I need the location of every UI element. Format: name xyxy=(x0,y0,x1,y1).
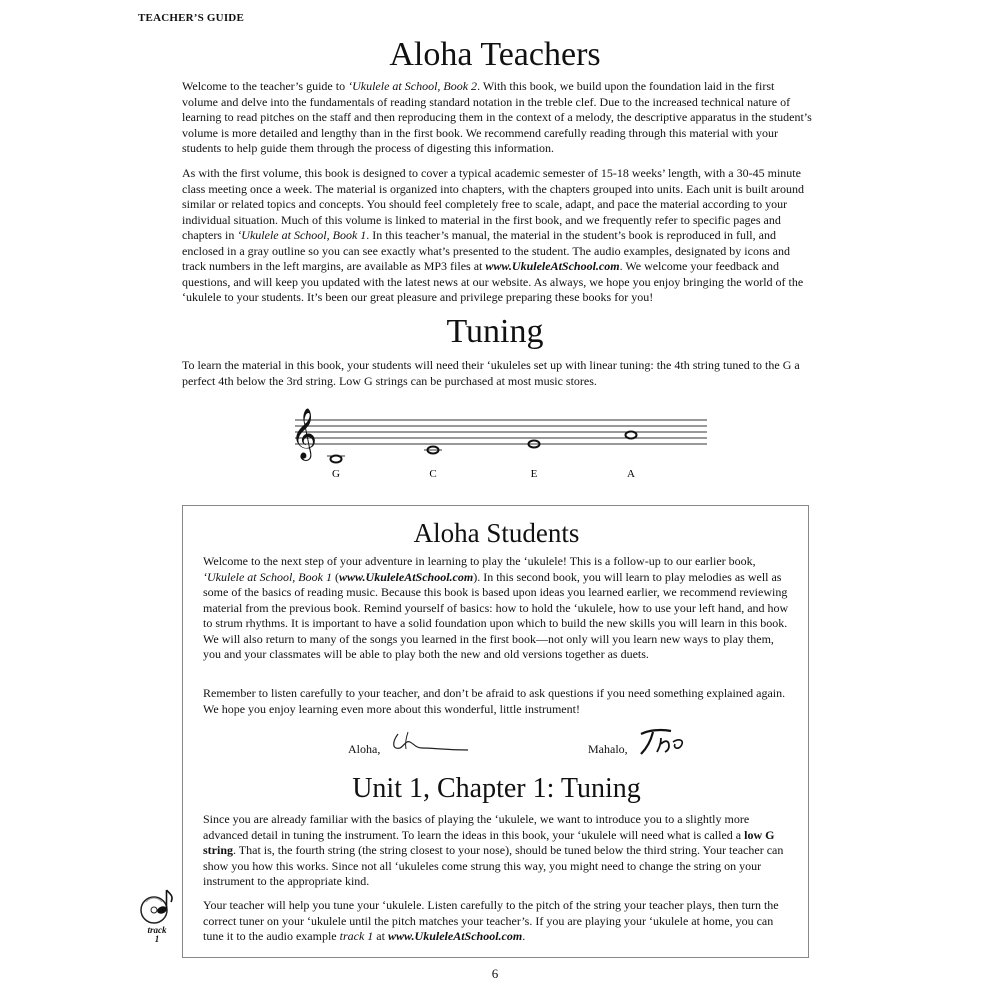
note-label-a: A xyxy=(627,468,635,480)
note-label-e: E xyxy=(530,468,538,480)
website-link[interactable]: www.UkuleleAtSchool.com xyxy=(485,259,620,273)
signature-2 xyxy=(635,726,691,756)
note-label-g: G xyxy=(332,468,340,480)
chapter-title: Unit 1, Chapter 1: Tuning xyxy=(352,773,641,804)
page-number: 6 xyxy=(491,966,499,981)
students-paragraph-4: Your teacher will help you tune your ‘ukulele. Listen carefully to the pitch of the string your teacher plays, then turn the correct tuner on your ‘ukulele until the pitch matches your teacher’s. If you are playing your ‘ukulele at home, you can tune it to the audio example track 1 at www.UkuleleAtSchool.com. xyxy=(203,898,779,943)
tuning-title: Tuning xyxy=(446,313,544,350)
tuning-paragraph: To learn the material in this book, your students will need their ‘ukuleles set up with linear tuning: the 4th string tuned to the G a perfect 4th below the 3rd string. Low G strings can be purchased at most music stores. xyxy=(182,358,800,388)
staff-notation xyxy=(285,408,715,488)
book-title: ‘Ukulele at School, Book 1 xyxy=(237,228,367,242)
treble-clef-icon: 𝄞 xyxy=(291,408,318,459)
website-link[interactable]: www.UkuleleAtSchool.com xyxy=(338,569,474,584)
running-header: TEACHER’S GUIDE xyxy=(138,12,244,24)
track-reference: track 1 xyxy=(339,929,374,943)
note-label-c: C xyxy=(429,468,437,480)
signature-1 xyxy=(388,728,470,756)
teachers-paragraph-2: As with the first volume, this book is designed to cover a typical academic semester of 15-18 weeks’ length, with a 30-45 minute class meeting once a week. The material is organized into chapters, with the chapters grouped into units. Each unit is built around similar or related topics and concepts. You should feel completely free to scale, adapt, and pace the material according to your individual situation. Much of this volume is linked to material in the first book, and we frequently refer to specific pages and chapters in ‘Ukulele at School, Book 1. In this teacher’s manual, the material in the student’s book is reproduced in full, and enclosed in a gray outline so you can see exactly what’s presented to the student. The audio examples, designated by icons and track numbers in the left margins, are available as MP3 files at www.UkuleleAtSchool.com. We welcome your feedback and questions, and will keep you updated with the latest news at our website. As always, we hope you enjoy bringing the world of the ‘ukulele to your students. It’s been our great pleasure and privilege preparing these books for you! xyxy=(182,166,805,304)
tuning-staff xyxy=(285,408,715,488)
sign-aloha: Aloha, xyxy=(348,742,381,756)
aloha-teachers-title: Aloha Teachers xyxy=(389,36,601,73)
sign-mahalo: Mahalo, xyxy=(588,742,628,756)
note-a xyxy=(626,432,637,439)
note-g xyxy=(327,456,345,463)
book-title: ‘Ukulele at School, Book 1 xyxy=(203,569,332,584)
track-label: track 1 xyxy=(147,925,167,944)
teachers-paragraph-1: Welcome to the teacher’s guide to ‘Ukulele at School, Book 2. With this book, we build upon the foundation laid in the first volume and delve into the fundamentals of reading standard notation in the treble clef. Due to the increased technical nature of learning to read pitches on the staff and then reproducing them in the context of a melody, the descriptive apparatus in the student’s volume is more detailed and lengthy than in the first book. We recommend carefully reading through this material with your students to help guide them through the process of digesting this information. xyxy=(182,79,812,155)
website-link[interactable]: www.UkuleleAtSchool.com xyxy=(387,929,523,943)
student-content-box xyxy=(182,505,809,958)
students-paragraph-2: Remember to listen carefully to your teacher, and don’t be afraid to ask questions if you need something explained again. We hope you enjoy learning even more about this wonderful, little instrument! xyxy=(203,686,786,716)
note-c xyxy=(424,447,442,454)
students-paragraph-1: Welcome to the next step of your adventure in learning to play the ‘ukulele! This is a follow-up to our earlier book, ‘Ukulele at School, Book 1 (www.UkuleleAtSchool.com). In this second book, you will learn to play melodies as well as some of the basics of reading music. Because this book is based upon ideas you learned earlier, we recommend reviewing material from the previous book. Remind yourself of basics: how to hold the ‘ukulele, how to use your left hand, and how to strum rhythms. It is important to have a solid foundation upon which to build the new skills you will learn in this book. We will also return to many of the songs you learned in the first book—not only will you learn new ways to play them, you and your classmates will be able to play both the new and old versions together as duets. xyxy=(203,554,789,661)
low-g-string-term: low G string xyxy=(203,827,775,857)
students-paragraph-3: Since you are already familiar with the basics of playing the ‘ukulele, we want to introduce you to a slightly more advanced detail in tuning the instrument. To learn the ideas in this book, your ‘ukulele will need what is called a low G string. That is, the fourth string (the string closest to your nose), should be tuned below the third string. Your teacher can show you how this works. Since not all ‘ukuleles come strung this way, you might need to change the string on your instrument to the appropriate kind. xyxy=(203,812,784,888)
book-title: ‘Ukulele at School, Book 2 xyxy=(348,79,478,93)
aloha-students-title: Aloha Students xyxy=(413,518,580,548)
